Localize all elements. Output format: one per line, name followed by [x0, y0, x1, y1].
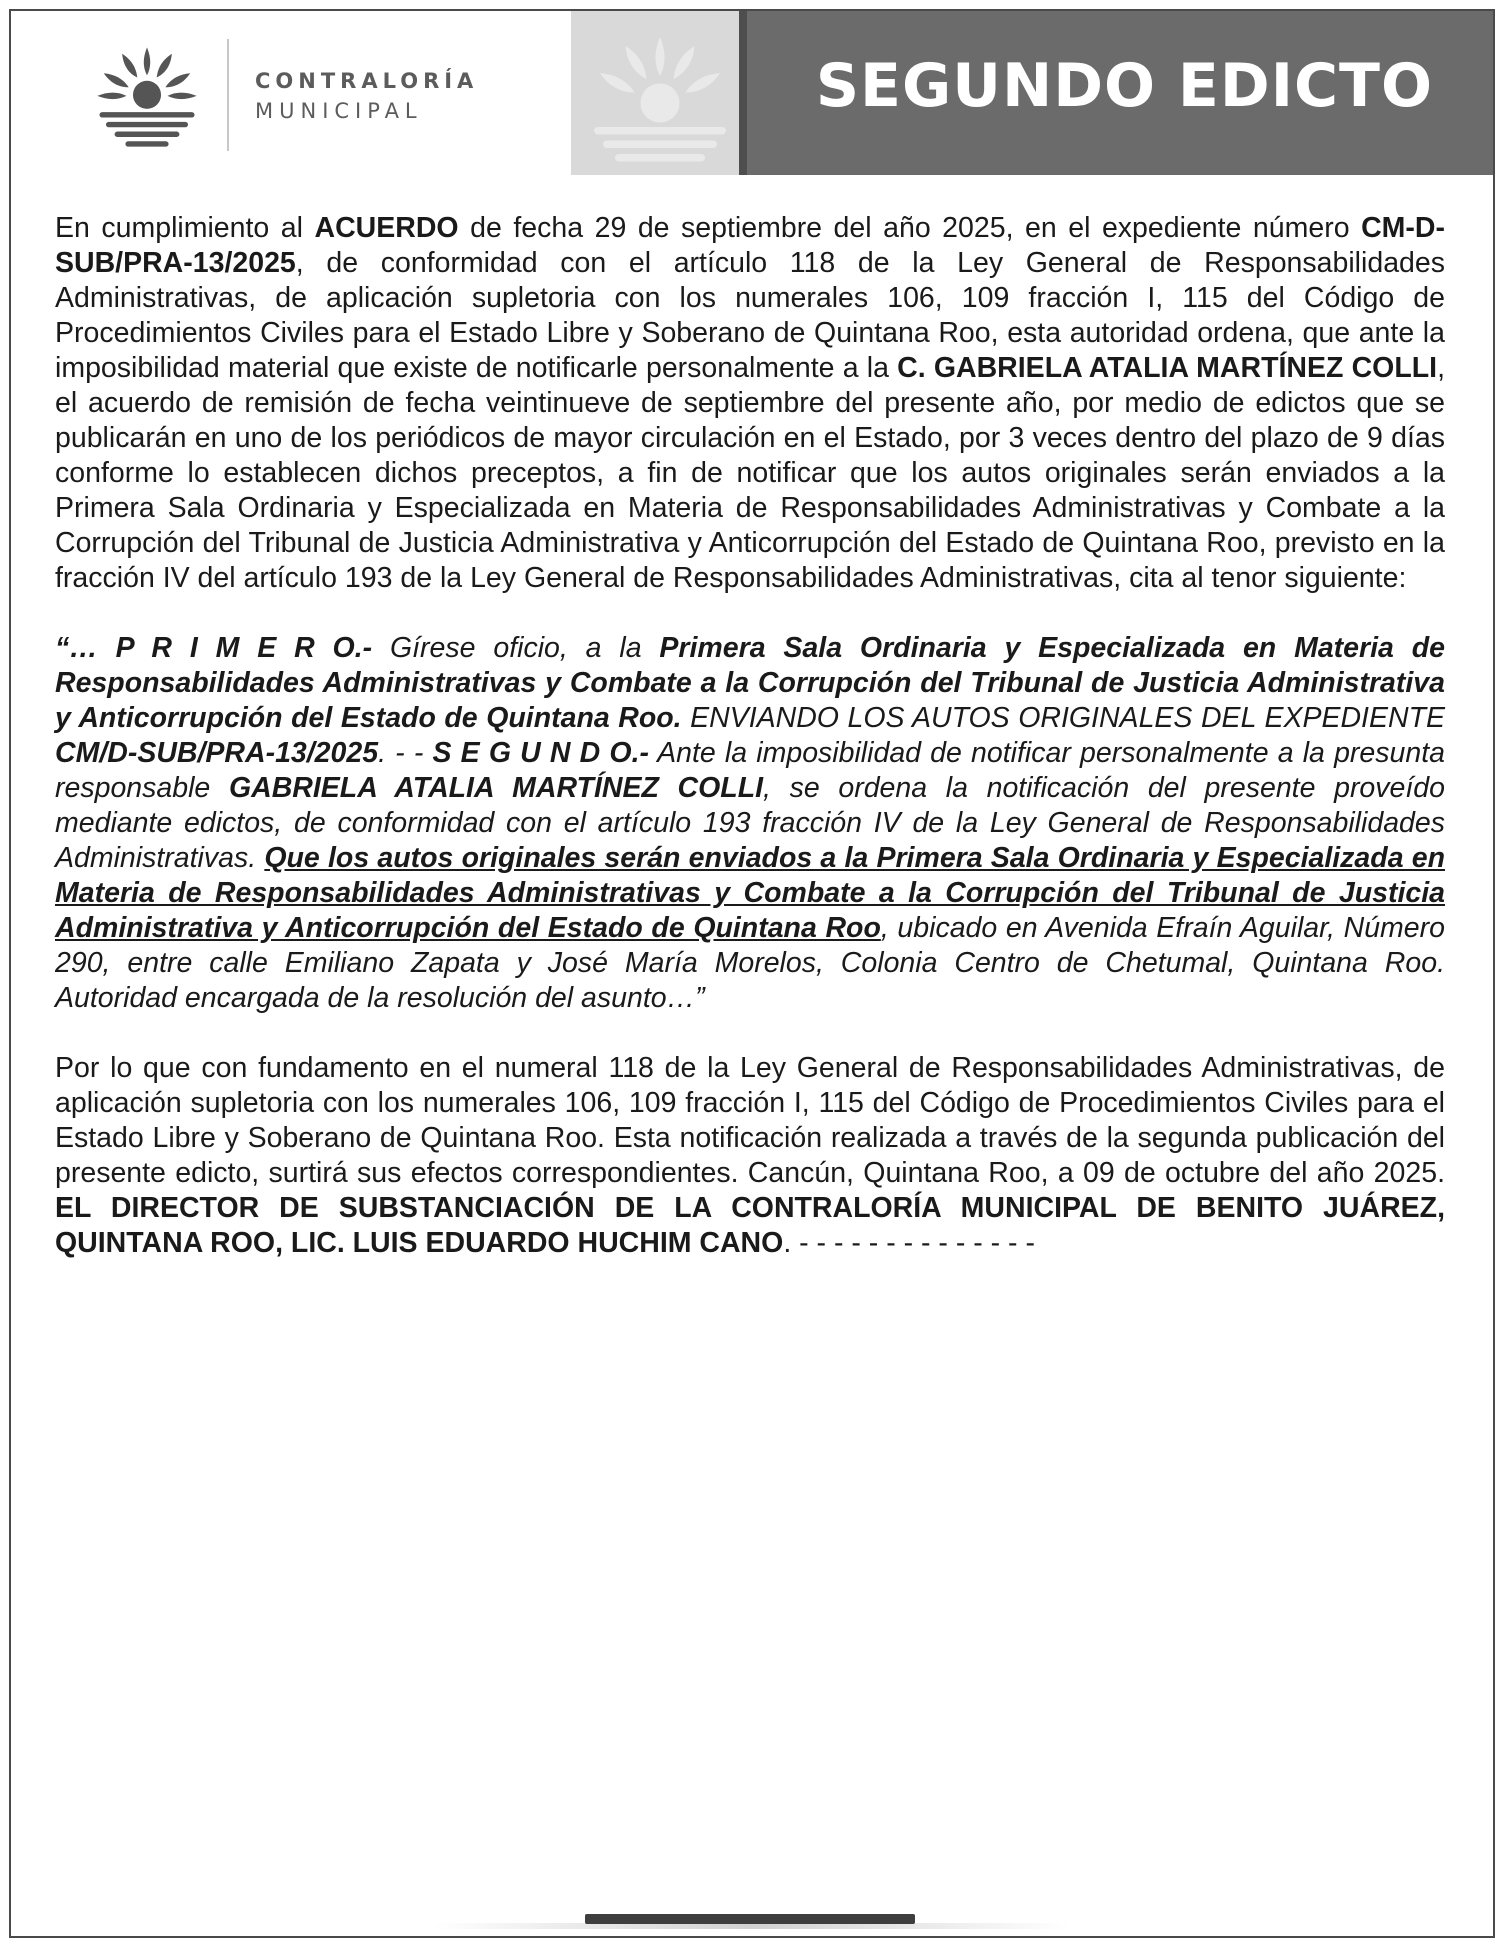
title-panel [747, 11, 1493, 175]
text-span: Por lo que con fundamento en el numeral 118 de la Ley General de Responsabilidades Administrativas, de aplicación supletoria con los numerales 106, 109 fracción I, 115 del Código de Procedimientos Civiles para el Estado Libre y Soberano de Quintana Roo. Esta notificación realizada a través de la segunda publicación del presente edicto, surtirá sus efectos correspondientes. Cancún, Quintana Roo, a 09 de octubre del año 2025. [55, 1052, 1445, 1189]
watermark-panel [571, 11, 739, 175]
logo-area [11, 11, 571, 175]
brand-subtitle: MUNICIPAL [255, 99, 423, 123]
bottom-bar [585, 1914, 915, 1924]
logo-divider [227, 39, 229, 151]
edict-header [11, 11, 1493, 175]
closing-paragraph [55, 1051, 1445, 1261]
text-span: En cumplimiento al [55, 212, 315, 244]
text-span: ENVIANDO LOS AUTOS ORIGINALES DEL EXPEDIENTE [681, 702, 1445, 734]
intro-paragraph [55, 211, 1445, 596]
header-separator [739, 11, 747, 175]
paragraph-gap [55, 596, 1445, 631]
page-title: SEGUNDO EDICTO [815, 51, 1433, 121]
person-name: GABRIELA ATALIA MARTÍNEZ COLLI [228, 772, 764, 804]
edict-frame [9, 9, 1495, 1938]
contraloria-logo-icon [93, 43, 201, 151]
edict-body [55, 211, 1445, 1261]
paragraph-gap [55, 1016, 1445, 1051]
primero-heading: “… P R I M E R O.- [55, 632, 373, 664]
text-span: . - - [378, 737, 433, 769]
text-span: . - - - - - - - - - - - - - - [783, 1227, 1035, 1259]
underlined-span: Que los autos originales serán enviados a la Primera Sala Ordinaria y Especializada en Materia de Responsabilidades Administrativas y Combate a la Corrupción del Tribunal de Justicia Administrativa y Anticorrupción del Estado de Quintana Roo [55, 842, 1446, 944]
sun-watermark-icon [585, 31, 735, 175]
text-span: Ante la imposibilidad de notificar personalmente a la presunta responsable [55, 737, 1445, 804]
expediente-number: CM/D-SUB/PRA-13/2025 [55, 737, 379, 769]
text-span: , ubicado en Avenida Efraín Aguilar, Número 290, entre calle Emiliano Zapata y José María Morelos, Colonia Centro de Chetumal, Quintana Roo. Autoridad encargada de la resolución del asunto…” [55, 912, 1445, 1014]
person-name: C. GABRIELA ATALIA MARTÍNEZ COLLI [897, 352, 1438, 384]
signatory: EL DIRECTOR DE SUBSTANCIACIÓN DE LA CONTRALORÍA MUNICIPAL DE BENITO JUÁREZ, QUINTANA ROO, LIC. LUIS EDUARDO HUCHIM CANO [55, 1192, 1445, 1259]
text-span: , se ordena la notificación del presente proveído mediante edictos, de conformidad con el artículo 193 fracción IV de la Ley General de Responsabilidades Administrativas. [55, 772, 1445, 874]
bold-span: ACUERDO [314, 212, 459, 244]
bold-span: Primera Sala Ordinaria y Especializada en Materia de Responsabilidades Administrativas y Combate a la Corrupción del Tribunal de Justicia Administrativa y Anticorrupción del Estado de Quintana Roo. [55, 632, 1445, 734]
brand-name: CONTRALORÍA [255, 69, 479, 93]
expediente-number: CM-D-SUB/PRA-13/2025 [55, 212, 1445, 279]
text-span: de fecha 29 de septiembre del año 2025, en el expediente número [458, 212, 1362, 244]
text-span: , de conformidad con el artículo 118 de la Ley General de Responsabilidades Administrativas, de aplicación supletoria con los numerales 106, 109 fracción I, 115 del Código de Procedimientos Civiles para el Estado Libre y Soberano de Quintana Roo, esta autoridad ordena, que ante la imposibilidad material que existe de notificarle personalmente a la [55, 247, 1445, 384]
segundo-heading: S E G U N D O.- [432, 737, 650, 769]
text-span: , el acuerdo de remisión de fecha veintinueve de septiembre del presente año, por medio de edictos que se publicarán en uno de los periódicos de mayor circulación en el Estado, por 3 veces dentro del plazo de 9 días conforme lo establecen dichos preceptos, a fin de notificar que los autos originales serán enviados a la Primera Sala Ordinaria y Especializada en Materia de Responsabilidades Administrativas y Combate a la Corrupción del Tribunal de Justicia Administrativa y Anticorrupción del Estado de Quintana Roo, previsto en la fracción IV del artículo 193 de la Ley General de Responsabilidades Administrativas, cita al tenor siguiente: [55, 352, 1445, 594]
quoted-resolution [55, 631, 1445, 1016]
text-span: Gírese oficio, a la [372, 632, 660, 664]
